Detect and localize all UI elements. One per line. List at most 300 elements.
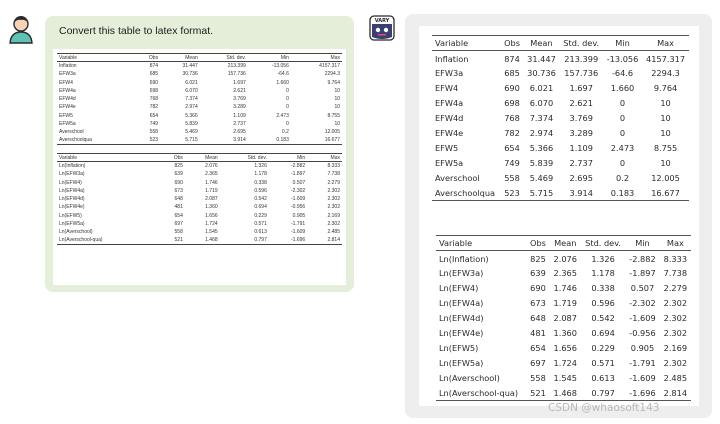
table-row bbox=[436, 341, 691, 356]
value-cell: 5.715 bbox=[185, 137, 198, 144]
variable-cell: Averschoolqua bbox=[59, 137, 92, 144]
table-row bbox=[57, 70, 342, 78]
column-header: Mean bbox=[530, 38, 553, 48]
variable-cell: Ln(EFW4a) bbox=[59, 187, 85, 194]
attached-table-image[interactable] bbox=[53, 49, 346, 285]
value-cell: 5.469 bbox=[185, 129, 198, 136]
value-cell: -2.302 bbox=[629, 298, 656, 308]
value-cell: 10 bbox=[660, 113, 671, 123]
table-header-row bbox=[436, 236, 691, 251]
value-cell: -1.609 bbox=[290, 196, 306, 203]
variable-cell: Ln(EFW3a) bbox=[59, 171, 85, 178]
value-cell: 10 bbox=[334, 104, 340, 111]
value-cell: -1.791 bbox=[629, 358, 656, 368]
value-cell: 30.736 bbox=[182, 71, 198, 78]
value-cell: 1.178 bbox=[254, 171, 267, 178]
value-cell: 0.542 bbox=[254, 196, 267, 203]
value-cell: 673 bbox=[174, 187, 183, 194]
variable-cell: Ln(EFW4) bbox=[439, 283, 479, 293]
value-cell: -1.609 bbox=[629, 373, 656, 383]
user-message-bubble bbox=[45, 16, 354, 292]
table-row bbox=[57, 112, 342, 120]
value-cell: 1.360 bbox=[553, 328, 577, 338]
value-cell: 0 bbox=[619, 158, 626, 168]
column-header: Std. dev. bbox=[563, 38, 600, 48]
variable-cell: Ln(EFW5) bbox=[59, 212, 82, 219]
value-cell: 2.302 bbox=[327, 221, 340, 228]
value-cell: 698 bbox=[149, 87, 159, 94]
value-cell: 7.374 bbox=[185, 96, 198, 103]
value-cell: 2.737 bbox=[233, 121, 246, 128]
value-cell: 698 bbox=[504, 98, 520, 108]
value-cell: 523 bbox=[149, 137, 159, 144]
value-cell: 0.183 bbox=[610, 187, 635, 198]
value-cell: 8.755 bbox=[327, 112, 340, 119]
value-cell: 0.797 bbox=[591, 387, 615, 398]
value-cell: 2.302 bbox=[663, 328, 688, 338]
table-row bbox=[57, 203, 342, 211]
value-cell: 690 bbox=[174, 179, 183, 186]
value-cell: 2.087 bbox=[205, 196, 218, 203]
column-header: Variable bbox=[439, 238, 473, 248]
value-cell: 2.302 bbox=[663, 298, 688, 308]
value-cell: 0 bbox=[619, 98, 626, 108]
value-cell: 2.737 bbox=[569, 158, 593, 168]
column-header: Mean bbox=[554, 238, 577, 248]
value-cell: 648 bbox=[174, 196, 183, 203]
value-cell: 782 bbox=[149, 104, 159, 111]
value-cell: -1.609 bbox=[290, 229, 306, 236]
value-cell: 0.2 bbox=[281, 129, 289, 136]
value-cell: 2.302 bbox=[327, 196, 340, 203]
value-cell: 4157.317 bbox=[319, 63, 340, 70]
table-row bbox=[436, 296, 691, 311]
value-cell: 749 bbox=[504, 158, 520, 168]
variable-cell: Ln(EFW4a) bbox=[439, 298, 484, 308]
value-cell: 481 bbox=[530, 328, 546, 338]
value-cell: 558 bbox=[530, 373, 546, 383]
value-cell: 3.914 bbox=[569, 187, 593, 198]
value-cell: 16.677 bbox=[324, 137, 340, 144]
vary-logo-text: VARY bbox=[374, 18, 390, 25]
value-cell: 5.366 bbox=[185, 112, 198, 119]
variable-cell: EFW4d bbox=[435, 113, 464, 123]
variable-cell: EFW4a bbox=[435, 98, 464, 108]
table-row bbox=[436, 266, 691, 281]
value-cell: 1.326 bbox=[254, 163, 267, 170]
value-cell: 697 bbox=[530, 358, 546, 368]
variable-cell: EFW5a bbox=[59, 121, 76, 128]
source-table-2 bbox=[57, 153, 342, 245]
value-cell: 2.695 bbox=[233, 129, 246, 136]
output-table-2 bbox=[436, 235, 691, 401]
value-cell: 1.697 bbox=[233, 79, 246, 86]
column-header: Min bbox=[635, 238, 650, 248]
value-cell: 9.764 bbox=[327, 79, 340, 86]
variable-cell: EFW5 bbox=[435, 143, 459, 153]
value-cell: 825 bbox=[530, 253, 546, 264]
value-cell: -2.882 bbox=[629, 253, 656, 264]
table-row bbox=[57, 228, 342, 236]
value-cell: 654 bbox=[149, 112, 159, 119]
bot-response-panel bbox=[405, 14, 712, 418]
variable-cell: Ln(EFW5) bbox=[439, 343, 479, 353]
value-cell: 0.797 bbox=[254, 237, 267, 244]
value-cell: 0.613 bbox=[254, 229, 267, 236]
value-cell: -2.882 bbox=[290, 163, 306, 170]
value-cell: 0.571 bbox=[591, 358, 615, 368]
value-cell: 481 bbox=[174, 204, 183, 211]
table-row bbox=[436, 371, 691, 386]
table-row bbox=[432, 186, 689, 201]
variable-cell: EFW3a bbox=[435, 68, 464, 78]
value-cell: 31.447 bbox=[182, 63, 198, 70]
value-cell: 8.755 bbox=[653, 143, 678, 153]
table-row bbox=[57, 170, 342, 178]
table-row bbox=[436, 251, 691, 266]
value-cell: 6.070 bbox=[529, 98, 554, 108]
value-cell: 2.473 bbox=[276, 112, 289, 119]
value-cell: 1.719 bbox=[553, 298, 577, 308]
value-cell: 9.764 bbox=[653, 83, 678, 93]
value-cell: 2.302 bbox=[663, 358, 688, 368]
value-cell: 0 bbox=[286, 96, 289, 103]
value-cell: 0.905 bbox=[292, 212, 306, 219]
value-cell: 0.507 bbox=[292, 179, 306, 186]
value-cell: 0.613 bbox=[591, 373, 615, 383]
column-header: Variable bbox=[59, 54, 77, 61]
value-cell: 521 bbox=[174, 237, 183, 244]
value-cell: 2.485 bbox=[663, 373, 688, 383]
value-cell: 558 bbox=[174, 229, 183, 236]
variable-cell: Ln(Averschool) bbox=[439, 373, 500, 383]
column-header: Min bbox=[280, 54, 289, 61]
value-cell: 1.746 bbox=[553, 283, 577, 293]
value-cell: 0.596 bbox=[254, 187, 267, 194]
value-cell: 1.660 bbox=[276, 79, 289, 86]
table-header-row bbox=[57, 54, 342, 62]
value-cell: 0 bbox=[286, 104, 289, 111]
value-cell: -64.6 bbox=[277, 71, 289, 78]
variable-cell: Ln(EFW4e) bbox=[439, 328, 484, 338]
value-cell: 2.365 bbox=[205, 171, 218, 178]
table-row bbox=[432, 96, 689, 111]
variable-cell: Ln(Averschool-qua) bbox=[439, 387, 519, 398]
value-cell: 0.507 bbox=[630, 283, 655, 293]
value-cell: 1.468 bbox=[553, 387, 577, 398]
table-row bbox=[432, 171, 689, 186]
value-cell: 157.736 bbox=[564, 68, 599, 78]
table-row bbox=[57, 195, 342, 203]
value-cell: 1.660 bbox=[610, 83, 635, 93]
value-cell: 2.076 bbox=[205, 163, 218, 170]
value-cell: 2.076 bbox=[553, 253, 577, 264]
table-row bbox=[436, 281, 691, 296]
value-cell: -1.609 bbox=[629, 313, 656, 323]
value-cell: 10 bbox=[334, 87, 340, 94]
value-cell: 2.302 bbox=[663, 313, 688, 323]
value-cell: 10 bbox=[334, 96, 340, 103]
value-cell: 0.183 bbox=[276, 137, 289, 144]
value-cell: 12.005 bbox=[651, 173, 680, 183]
value-cell: 1.719 bbox=[205, 187, 218, 194]
value-cell: 2.621 bbox=[569, 98, 593, 108]
value-cell: 213.399 bbox=[564, 53, 599, 64]
value-cell: 558 bbox=[504, 173, 520, 183]
value-cell: 10 bbox=[660, 128, 671, 138]
table-row bbox=[57, 95, 342, 103]
column-header: Obs bbox=[148, 54, 159, 61]
variable-cell: Ln(Averschool) bbox=[59, 229, 93, 236]
value-cell: 5.715 bbox=[529, 187, 554, 198]
value-cell: 1.468 bbox=[205, 237, 218, 244]
table-row bbox=[57, 87, 342, 95]
variable-cell: EFW5a bbox=[435, 158, 464, 168]
value-cell: 2.695 bbox=[569, 173, 593, 183]
value-cell: 2.169 bbox=[663, 343, 688, 353]
table-row bbox=[57, 120, 342, 128]
value-cell: 690 bbox=[149, 79, 159, 86]
value-cell: 690 bbox=[530, 283, 546, 293]
value-cell: 16.677 bbox=[651, 187, 680, 198]
variable-cell: Averschool bbox=[59, 129, 84, 136]
table-row bbox=[57, 220, 342, 228]
table-row bbox=[57, 128, 342, 136]
column-header: Mean bbox=[205, 154, 218, 161]
value-cell: 1.697 bbox=[569, 83, 593, 93]
source-table-1 bbox=[57, 53, 342, 145]
value-cell: -13.056 bbox=[271, 63, 289, 70]
user-avatar-icon bbox=[8, 14, 34, 44]
value-cell: 0.905 bbox=[630, 343, 655, 353]
watermark: CSDN @whaosoft143 bbox=[548, 402, 660, 414]
value-cell: 3.289 bbox=[233, 104, 246, 111]
column-header: Max bbox=[330, 54, 340, 61]
table-row bbox=[57, 62, 342, 70]
value-cell: 5.469 bbox=[529, 173, 554, 183]
variable-cell: EFW4e bbox=[435, 128, 464, 138]
value-cell: 1.360 bbox=[205, 204, 218, 211]
table-row bbox=[432, 156, 689, 171]
table-row bbox=[432, 111, 689, 126]
value-cell: 2.087 bbox=[553, 313, 577, 323]
value-cell: 768 bbox=[504, 113, 520, 123]
value-cell: 0.694 bbox=[591, 328, 615, 338]
value-cell: 1.746 bbox=[205, 179, 218, 186]
user-prompt-text: Convert this table to latex format. bbox=[59, 25, 214, 37]
value-cell: 1.545 bbox=[205, 229, 218, 236]
value-cell: 768 bbox=[149, 96, 159, 103]
variable-cell: Inflation bbox=[435, 53, 469, 64]
variable-cell: EFW4 bbox=[435, 83, 459, 93]
value-cell: 5.839 bbox=[529, 158, 554, 168]
table-row bbox=[432, 51, 689, 66]
value-cell: 0.571 bbox=[254, 221, 267, 228]
variable-cell: EFW4e bbox=[59, 104, 76, 111]
value-cell: 2.473 bbox=[610, 143, 635, 153]
value-cell: 673 bbox=[530, 298, 546, 308]
table-row bbox=[57, 236, 342, 244]
value-cell: 1.109 bbox=[569, 143, 593, 153]
value-cell: 213.399 bbox=[227, 63, 246, 70]
variable-cell: Inflation bbox=[59, 63, 77, 70]
value-cell: 0.2 bbox=[616, 173, 630, 183]
column-header: Max bbox=[330, 154, 340, 161]
value-cell: -1.897 bbox=[290, 171, 306, 178]
value-cell: 5.366 bbox=[529, 143, 554, 153]
value-cell: -1.791 bbox=[290, 221, 306, 228]
table-row bbox=[57, 212, 342, 220]
variable-cell: EFW3a bbox=[59, 71, 76, 78]
value-cell: 1.656 bbox=[205, 212, 218, 219]
column-header: Mean bbox=[185, 54, 198, 61]
value-cell: 1.656 bbox=[553, 343, 577, 353]
table-row bbox=[57, 136, 342, 144]
column-header: Obs bbox=[530, 238, 546, 248]
value-cell: 0 bbox=[286, 87, 289, 94]
variable-cell: EFW4 bbox=[59, 79, 73, 86]
variable-cell: Averschoolqua bbox=[435, 187, 496, 198]
value-cell: 2.169 bbox=[327, 212, 340, 219]
column-header: Std. dev. bbox=[226, 54, 246, 61]
value-cell: 0.229 bbox=[254, 212, 267, 219]
table-row bbox=[57, 103, 342, 111]
value-cell: 30.736 bbox=[527, 68, 556, 78]
variable-cell: Ln(Inflation) bbox=[439, 253, 489, 264]
value-cell: 0.542 bbox=[591, 313, 615, 323]
value-cell: 0 bbox=[619, 128, 626, 138]
table-row bbox=[57, 187, 342, 195]
value-cell: 521 bbox=[530, 387, 546, 398]
column-header: Max bbox=[657, 38, 674, 48]
value-cell: 3.289 bbox=[569, 128, 593, 138]
column-header: Max bbox=[666, 238, 684, 248]
variable-cell: EFW5 bbox=[59, 112, 73, 119]
value-cell: 2.302 bbox=[327, 204, 340, 211]
value-cell: 3.914 bbox=[233, 137, 246, 144]
value-cell: 10 bbox=[660, 158, 671, 168]
value-cell: 825 bbox=[174, 163, 183, 170]
variable-cell: Averschool bbox=[435, 173, 480, 183]
value-cell: 1.326 bbox=[591, 253, 615, 264]
table-row bbox=[432, 81, 689, 96]
value-cell: 8.333 bbox=[663, 253, 688, 264]
value-cell: 6.021 bbox=[529, 83, 554, 93]
value-cell: 0 bbox=[619, 113, 626, 123]
table-row bbox=[436, 326, 691, 341]
value-cell: 0.596 bbox=[591, 298, 615, 308]
value-cell: 639 bbox=[174, 171, 183, 178]
value-cell: 7.738 bbox=[663, 268, 688, 278]
value-cell: 0.229 bbox=[591, 343, 615, 353]
value-cell: 6.021 bbox=[185, 79, 198, 86]
column-header: Std. dev. bbox=[247, 154, 267, 161]
column-header: Std. dev. bbox=[585, 238, 622, 248]
column-header: Min bbox=[297, 154, 306, 161]
value-cell: 6.070 bbox=[185, 87, 198, 94]
column-header: Obs bbox=[504, 38, 520, 48]
value-cell: 2.279 bbox=[327, 179, 340, 186]
column-header: Variable bbox=[435, 38, 469, 48]
value-cell: 1.545 bbox=[553, 373, 577, 383]
value-cell: 12.005 bbox=[324, 129, 340, 136]
value-cell: -1.897 bbox=[629, 268, 656, 278]
value-cell: -64.6 bbox=[611, 68, 634, 78]
value-cell: 874 bbox=[149, 63, 159, 70]
value-cell: 654 bbox=[530, 343, 546, 353]
value-cell: 3.769 bbox=[233, 96, 246, 103]
value-cell: 558 bbox=[149, 129, 159, 136]
value-cell: 2.365 bbox=[553, 268, 577, 278]
value-cell: 1.724 bbox=[553, 358, 577, 368]
table-header-row bbox=[57, 154, 342, 162]
value-cell: 2.302 bbox=[327, 187, 340, 194]
value-cell: 654 bbox=[504, 143, 520, 153]
table-row bbox=[57, 78, 342, 86]
column-header: Min bbox=[615, 38, 630, 48]
value-cell: 5.839 bbox=[185, 121, 198, 128]
value-cell: 7.738 bbox=[327, 171, 340, 178]
rendered-latex-output bbox=[419, 26, 699, 406]
value-cell: 2294.3 bbox=[324, 71, 340, 78]
value-cell: 157.736 bbox=[227, 71, 246, 78]
value-cell: 685 bbox=[504, 68, 520, 78]
value-cell: 749 bbox=[149, 121, 159, 128]
table-row bbox=[432, 141, 689, 156]
value-cell: 2.974 bbox=[529, 128, 554, 138]
value-cell: 0.338 bbox=[254, 179, 267, 186]
value-cell: 2.279 bbox=[663, 283, 688, 293]
value-cell: 2294.3 bbox=[651, 68, 680, 78]
value-cell: 782 bbox=[504, 128, 520, 138]
vary-logo-icon bbox=[369, 15, 395, 41]
variable-cell: EFW4a bbox=[59, 87, 76, 94]
variable-cell: Ln(EFW5a) bbox=[59, 221, 85, 228]
column-header: Obs bbox=[173, 154, 183, 161]
value-cell: 2.814 bbox=[327, 237, 340, 244]
table-row bbox=[436, 386, 691, 401]
value-cell: 0.694 bbox=[254, 204, 267, 211]
value-cell: 2.974 bbox=[185, 104, 198, 111]
value-cell: 1.724 bbox=[205, 221, 218, 228]
value-cell: 2.814 bbox=[663, 387, 688, 398]
variable-cell: Ln(EFW3a) bbox=[439, 268, 484, 278]
table-row bbox=[432, 126, 689, 141]
variable-cell: Ln(EFW4e) bbox=[59, 204, 85, 211]
output-table-1 bbox=[432, 35, 689, 201]
table-row bbox=[57, 178, 342, 186]
value-cell: -1.696 bbox=[629, 387, 656, 398]
value-cell: 648 bbox=[530, 313, 546, 323]
table-header-row bbox=[432, 36, 689, 51]
variable-cell: Ln(EFW4d) bbox=[439, 313, 484, 323]
value-cell: 1.109 bbox=[233, 112, 246, 119]
value-cell: 697 bbox=[174, 221, 183, 228]
variable-cell: EFW4d bbox=[59, 96, 76, 103]
value-cell: 8.333 bbox=[327, 163, 340, 170]
value-cell: 31.447 bbox=[527, 53, 556, 64]
column-header: Variable bbox=[59, 154, 77, 161]
value-cell: -2.302 bbox=[290, 187, 306, 194]
value-cell: 0 bbox=[286, 121, 289, 128]
table-row bbox=[57, 162, 342, 170]
value-cell: 10 bbox=[334, 121, 340, 128]
table-row bbox=[432, 66, 689, 81]
value-cell: 0.338 bbox=[591, 283, 615, 293]
value-cell: 639 bbox=[530, 268, 546, 278]
variable-cell: Ln(EFW4d) bbox=[59, 196, 85, 203]
variable-cell: Ln(EFW5a) bbox=[439, 358, 484, 368]
